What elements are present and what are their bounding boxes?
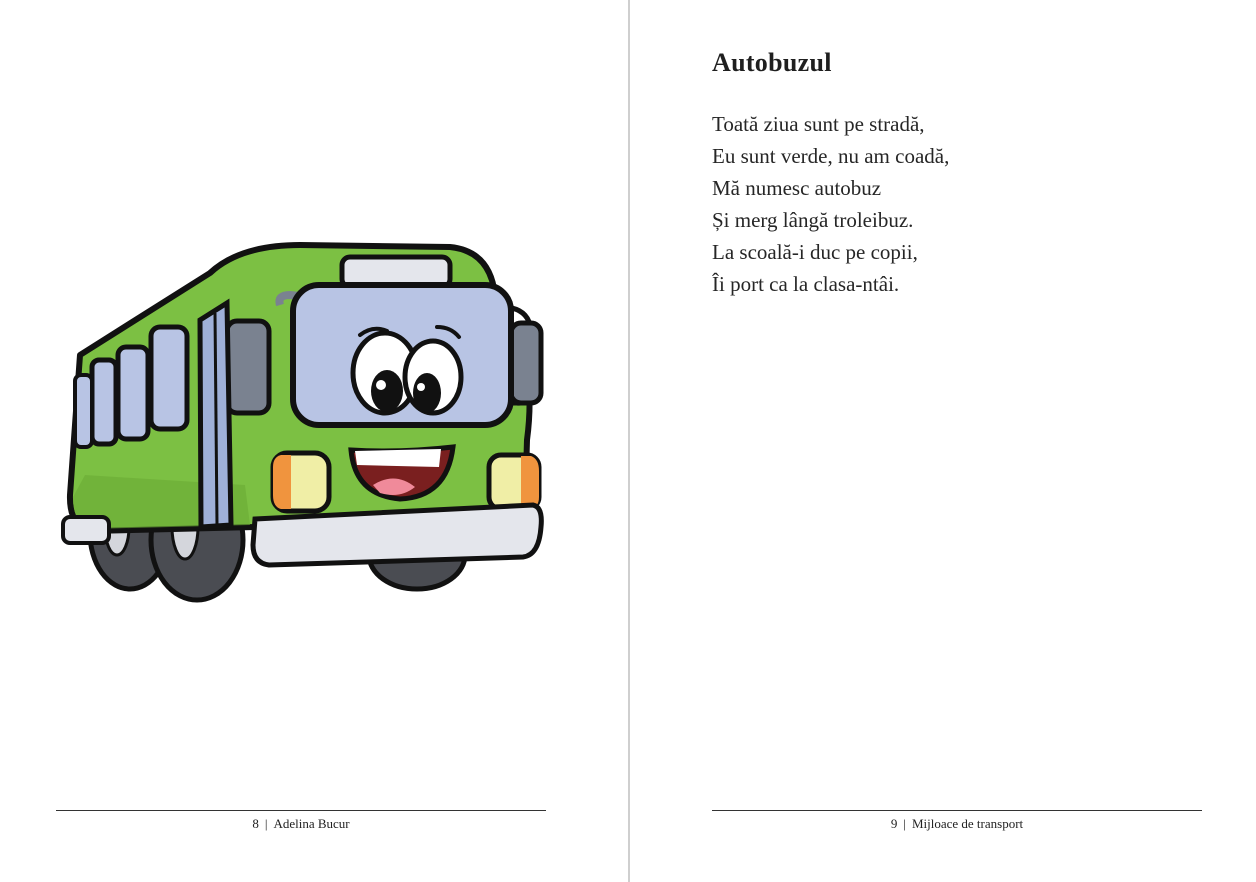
book-title: Mijloace de transport (911, 816, 1024, 831)
poem-line: Și merg lângă troleibuz. (712, 208, 914, 232)
author-name: Adelina Bucur (273, 816, 350, 831)
footer-rule (56, 810, 546, 811)
poem-line: Eu sunt verde, nu am coadă, (712, 144, 950, 168)
footer-rule (712, 810, 1202, 811)
page-footer (712, 816, 1202, 832)
poem-line: Îi port ca la clasa-ntâi. (712, 272, 900, 296)
poem-line: Mă numesc autobuz (712, 176, 882, 200)
page-number: 8 (252, 816, 259, 831)
footer-separator: | (264, 816, 268, 831)
poem-line: La scoală-i duc pe copii, (712, 240, 918, 264)
green-bus-cartoon-icon (55, 235, 550, 610)
poem-body (712, 108, 949, 300)
right-page (630, 0, 1256, 882)
footer-separator: | (903, 816, 906, 831)
poem-title: Autobuzul (712, 48, 832, 77)
page-number: 9 (890, 816, 898, 831)
page-footer (56, 816, 546, 832)
poem-line: Toată ziua sunt pe stradă, (712, 112, 925, 136)
